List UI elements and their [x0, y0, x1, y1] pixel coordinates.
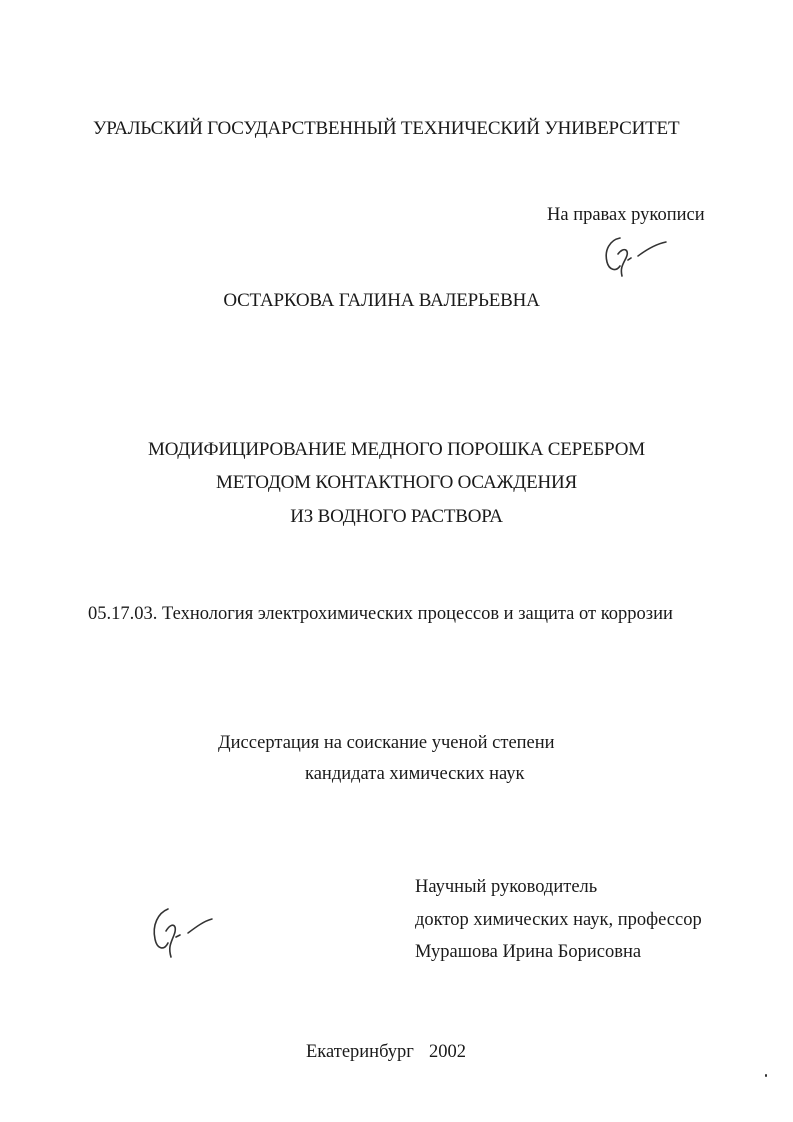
degree-line-1: Диссертация на соискание ученой степени — [218, 733, 555, 753]
title-line-3: ИЗ ВОДНОГО РАСТВОРА — [290, 506, 503, 527]
footer-year: 2002 — [429, 1042, 466, 1062]
title-line-2: МЕТОДОМ КОНТАКТНОГО ОСАЖДЕНИЯ — [216, 472, 577, 493]
signature-top — [598, 232, 670, 284]
author-name: ОСТАРКОВА ГАЛИНА ВАЛЕРЬЕВНА — [223, 290, 540, 311]
supervisor-role: Научный руководитель — [415, 877, 598, 897]
footer-city: Екатеринбург — [306, 1042, 414, 1062]
scan-speck — [765, 1074, 767, 1077]
supervisor-credentials: доктор химических наук, профессор — [415, 910, 702, 930]
manuscript-note: На правах рукописи — [547, 205, 705, 225]
university-name: УРАЛЬСКИЙ ГОСУДАРСТВЕННЫЙ ТЕХНИЧЕСКИЙ УНИВЕРСИТЕТ — [93, 118, 680, 139]
signature-bottom — [146, 903, 218, 963]
supervisor-name: Мурашова Ирина Борисовна — [415, 942, 642, 962]
degree-line-2: кандидата химических наук — [305, 764, 525, 784]
title-line-1: МОДИФИЦИРОВАНИЕ МЕДНОГО ПОРОШКА СЕРЕБРОМ — [148, 439, 645, 460]
specialty-code: 05.17.03. Технология электрохимических процессов и защита от коррозии — [88, 604, 673, 624]
